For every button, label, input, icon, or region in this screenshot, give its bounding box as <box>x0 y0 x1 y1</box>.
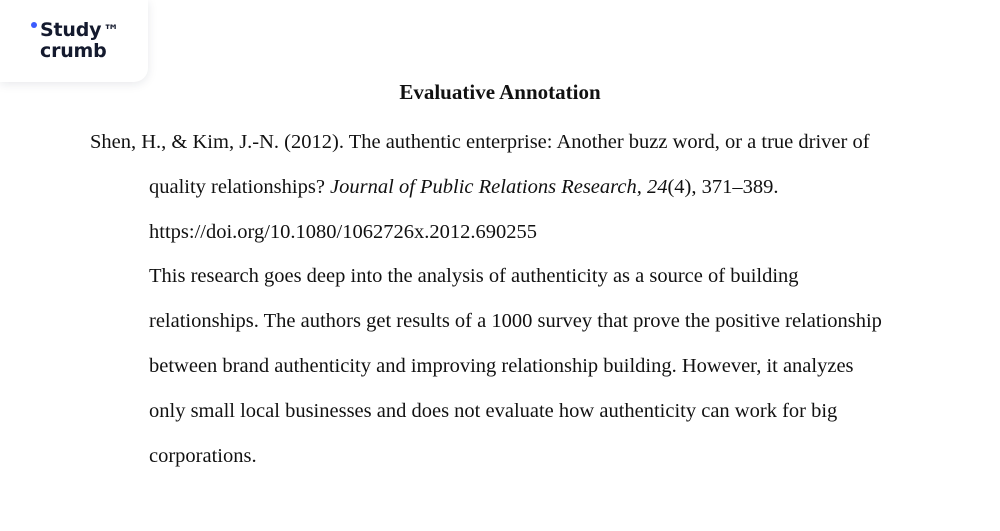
logo <box>40 20 119 61</box>
citation-line-2 <box>90 165 920 210</box>
citation-issue-pages: (4), 371–389. <box>667 176 779 198</box>
citation-prefix: quality relationships? <box>149 176 331 198</box>
document-title: Evaluative Annotation <box>399 80 601 104</box>
annotation-paragraph <box>149 254 949 479</box>
logo-line-2: crumb <box>40 40 107 62</box>
annotation-line: between brand authenticity and improving relationship building. However, it analyzes <box>149 355 854 377</box>
logo-line-1 <box>40 20 119 41</box>
trademark-symbol: ™ <box>103 21 120 40</box>
annotation-line: corporations. <box>149 445 257 467</box>
journal-title: Journal of Public Relations Research, 24 <box>330 176 668 198</box>
annotation-line: This research goes deep into the analysis of authenticity as a source of building <box>149 265 799 287</box>
logo-dot-icon <box>31 22 37 28</box>
annotation-line: relationships. The authors get results of a 1000 survey that prove the positive relationship <box>149 310 882 332</box>
citation-doi[interactable]: https://doi.org/10.1080/1062726x.2012.690255 <box>149 221 537 243</box>
annotation-line: only small local businesses and does not evaluate how authenticity can work for big <box>149 400 838 422</box>
citation-line-1: Shen, H., & Kim, J.-N. (2012). The authentic enterprise: Another buzz word, or a true driver of <box>90 131 870 153</box>
logo-card[interactable] <box>0 0 148 82</box>
logo-word-study: Study <box>40 19 102 41</box>
citation <box>90 120 920 255</box>
